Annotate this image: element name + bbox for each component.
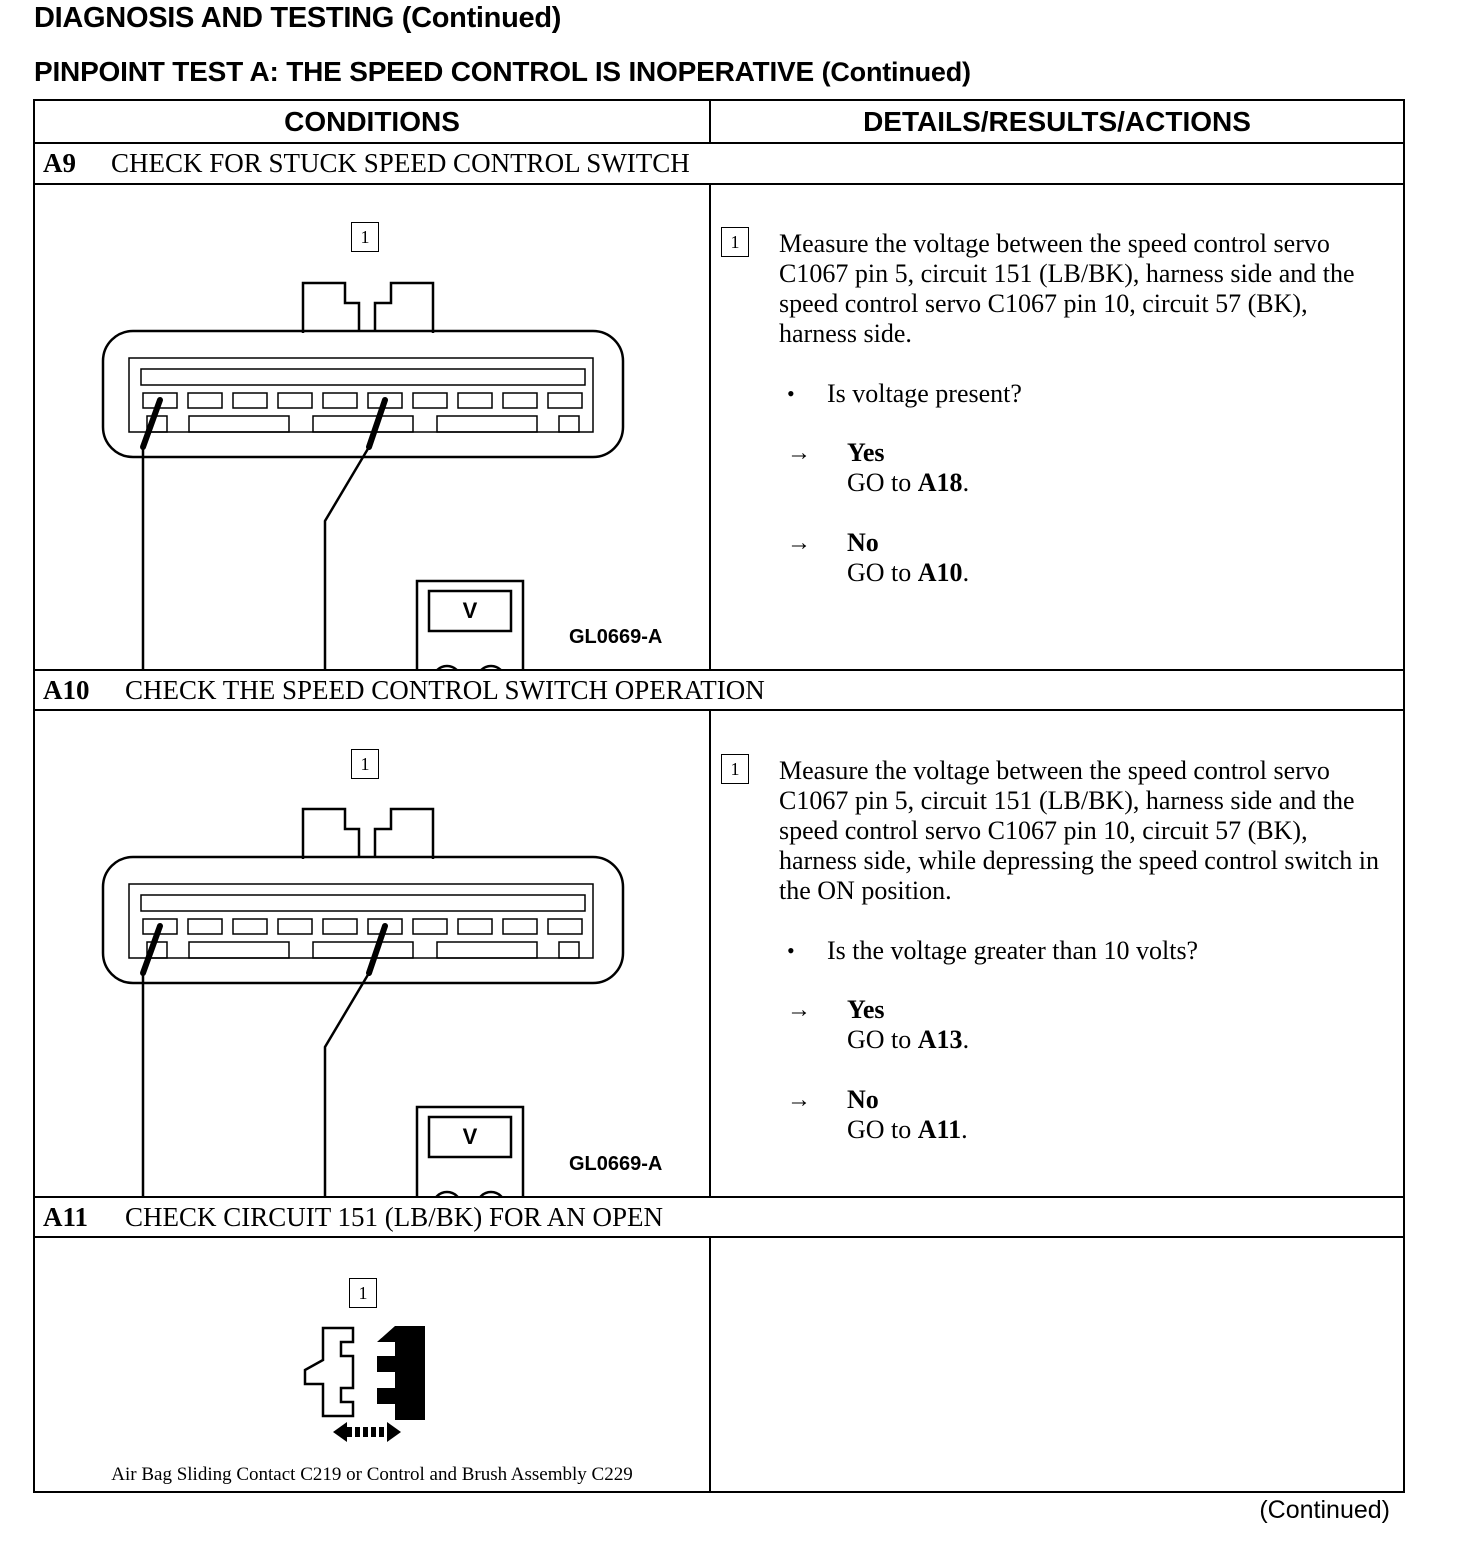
- callout-number: 1: [349, 1278, 377, 1308]
- arrow-right-icon: →: [787, 1087, 811, 1113]
- svg-text:−: [485, 1195, 497, 1196]
- instruction-text: Measure the voltage between the speed control servo C1067 pin 5, circuit 151 (LB/BK), harness side and the speed control servo C1067 pin 10, circuit 57 (BK), harness side, while depressing the speed control switch in the ON position.: [779, 756, 1380, 905]
- step-title: CHECK CIRCUIT 151 (LB/BK) FOR AN OPEN: [125, 1202, 664, 1232]
- result-no: [847, 1085, 968, 1145]
- result-yes: [847, 995, 969, 1055]
- test-title: [34, 56, 971, 88]
- result-no-label: No: [847, 1085, 879, 1114]
- test-title-continued: (Continued): [821, 57, 971, 87]
- bullet: •: [787, 938, 795, 963]
- callout-number: 1: [721, 227, 749, 257]
- figure-caption: Air Bag Sliding Contact C219 or Control and Brush Assembly C229: [111, 1464, 633, 1485]
- column-divider: [709, 101, 711, 143]
- instruction-text: Measure the voltage between the speed control servo C1067 pin 5, circuit 151 (LB/BK), harness side and the speed control servo C1067 pin 10, circuit 57 (BK), harness side.: [779, 229, 1355, 348]
- result-yes-action: GO to A13.: [847, 1025, 970, 1054]
- col-header-details: DETAILS/RESULTS/ACTIONS: [863, 106, 1251, 137]
- arrow-right-icon: →: [787, 530, 811, 556]
- result-no-action: GO to A11.: [847, 1115, 968, 1144]
- voltmeter-label: V: [462, 598, 478, 623]
- step-header-a9: [43, 143, 690, 183]
- a11-diagram: [35, 1238, 709, 1493]
- a10-diagram: [35, 711, 709, 1196]
- step-header-a11: [43, 1197, 663, 1237]
- step-id: A10: [43, 675, 90, 705]
- result-yes-label: Yes: [847, 438, 885, 467]
- arrow-right-icon: →: [787, 440, 811, 466]
- a9-diagram: [35, 185, 709, 669]
- test-title-text: PINPOINT TEST A: THE SPEED CONTROL IS INOPERATIVE: [34, 56, 814, 87]
- bullet: •: [787, 381, 795, 406]
- a9-details: [711, 185, 1401, 669]
- callout-number: 1: [721, 754, 749, 784]
- pinpoint-test-table: [33, 99, 1405, 1493]
- result-no-action: GO to A10.: [847, 558, 970, 587]
- callout-number: 1: [351, 749, 379, 779]
- page-title: DIAGNOSIS AND TESTING (Continued): [34, 2, 562, 34]
- connector-voltmeter-illustration: [35, 185, 709, 669]
- question-text: Is voltage present?: [827, 379, 1022, 408]
- continued-label: (Continued): [1259, 1496, 1390, 1524]
- sliding-connector-illustration: [35, 1238, 709, 1493]
- result-yes-label: Yes: [847, 995, 885, 1024]
- callout-number: 1: [351, 222, 379, 252]
- step-header-a10: [43, 670, 765, 710]
- figure-id: GL0669-A: [569, 626, 663, 648]
- result-no: [847, 528, 969, 588]
- step-title: CHECK THE SPEED CONTROL SWITCH OPERATION: [125, 675, 765, 705]
- figure-id: GL0669-A: [569, 1153, 663, 1175]
- col-header-conditions: CONDITIONS: [284, 106, 460, 137]
- result-yes: [847, 438, 969, 498]
- step-id: A9: [43, 148, 76, 178]
- result-yes-action: GO to A18.: [847, 468, 970, 497]
- voltmeter-label: V: [462, 1124, 478, 1149]
- connector-voltmeter-illustration: [35, 711, 709, 1196]
- question-text: Is the voltage greater than 10 volts?: [827, 936, 1199, 965]
- a11-details: [711, 1238, 1401, 1493]
- a10-details: [711, 711, 1401, 1196]
- result-no-label: No: [847, 528, 879, 557]
- step-title: CHECK FOR STUCK SPEED CONTROL SWITCH: [111, 148, 690, 178]
- step-id: A11: [43, 1202, 89, 1232]
- arrow-right-icon: →: [787, 997, 811, 1023]
